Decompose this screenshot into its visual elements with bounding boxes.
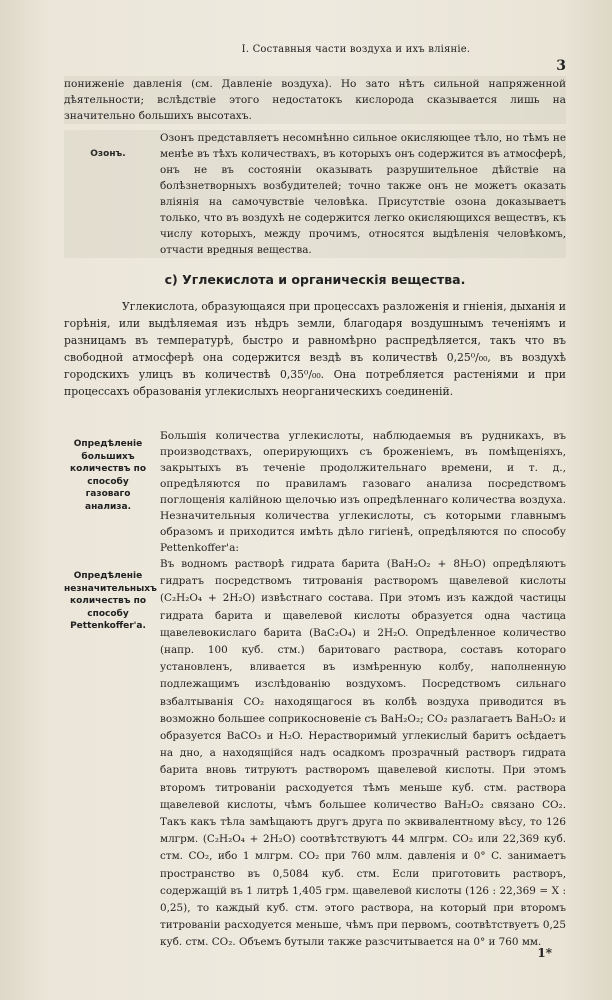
running-title: I. Составныя части воздуха и ихъ вліяніе. — [241, 44, 471, 55]
small-amounts-paragraph — [64, 556, 566, 952]
section-title: c) Углекислота и органическія вещества. — [164, 272, 466, 287]
page-number: 3 — [556, 58, 566, 74]
co2-text: Углекислота, образующаяся при процессахъ разложенія и гніенія, дыханія и горѣнія, или выдѣляемая изъ нѣдръ земли, благодаря воздушнымъ теченіямъ и разницамъ въ температурѣ, быстро и равномѣрно распредѣляется, такъ что въ свободной атмосферѣ она содержится вездѣ въ количествѣ 0,25⁰/₀₀, въ воздухѣ городскихъ улицъ въ количествѣ 0,35⁰/₀₀. Она потребляется растеніями и при процессахъ образованія углекислыхъ неорганическихъ соединеній. — [64, 300, 566, 398]
co2-paragraph — [64, 298, 566, 400]
signature-mark: 1* — [537, 946, 552, 960]
top-paragraph — [64, 76, 566, 124]
large-amounts-margin-label: Опредѣленіе большихъ количествъ по способу газоваго анализа. — [69, 439, 147, 512]
large-amounts-text: Большія количества углекислоты, наблюдаемыя въ рудникахъ, въ производствахъ, оперирующихъ съ броженіемъ, въ помѣщеніяхъ, закрытыхъ въ теченіе продолжительнаго времени, и т. д., опредѣляются по правиламъ газоваго анализа посредствомъ поглощенія калійною щелочью изъ опредѣленнаго количества воздуха. Незначительныя количества углекислоты, съ которыми главнымъ образомъ и приходится имѣть дѣло гигіенѣ, опредѣляются по способу Pettenkoffer'a: — [160, 430, 566, 554]
top-paragraph-text: пониженіе давленія (см. Давленіе воздуха). Но зато нѣтъ сильной напряженной дѣятельности; вслѣдствіе этого недостатокъ кислорода сказывается лишь на значительно большихъ высотахъ. — [64, 78, 566, 122]
ozone-text: Озонъ представляетъ несомнѣнно сильное окисляющее тѣло, но тѣмъ не менѣе въ тѣхъ количествахъ, въ которыхъ онъ содержится въ атмосферѣ, онъ не въ состояніи оказывать разрушительное дѣйствіе на болѣзнетворныхъ возбудителей; точно также онъ не можетъ оказать вліянія на самочувствіе человѣка. Присутствіе озона доказываетъ только, что въ воздухѣ не содержится легко окисляющихся веществъ, къ числу которыхъ, между прочимъ, относятся выдѣленія человѣкомъ, отчасти вредныя вещества. — [160, 132, 566, 256]
large-amounts-paragraph — [64, 428, 566, 556]
small-amounts-margin-label: Опредѣленіе незначительныхъ количествъ по способу Pettenkoffer'a. — [64, 571, 157, 632]
small-amounts-text: Въ водномъ растворѣ гидрата барита (BaH₂O₂ + 8H₂O) опредѣляютъ гидратъ посредствомъ титрованія растворомъ щавелевой кислоты (C₂H₂O₄ + 2H₂O) извѣстнаго состава. При этомъ изъ каждой частицы гидрата барита и щавелевой кислоты образуется одна частица щавелевокислаго барита (BaC₂O₄) и 2H₂O. Опредѣленное количество (напр. 100 куб. стм.) баритоваго раствора, составъ котораго установленъ, вливается въ измѣренную колбу, наполненную подлежащимъ изслѣдованію воздухомъ. Посредствомъ сильнаго взбалтыванія CO₂ находящагося въ колбѣ воздуха приводится въ возможно большее соприкосновеніе съ BaH₂O₂; CO₂ разлагаетъ BaH₂O₂ и образуется BaCO₃ и H₂O. Нерастворимый углекислый баритъ осѣдаетъ на дно, а находящійся надъ осадкомъ прозрачный растворъ гидрата барита вновь титруютъ растворомъ щавелевой кислоты. При этомъ второмъ титрованіи расходуется тѣмъ меньше куб. стм. раствора щавелевой кислоты, чѣмъ большее количество BaH₂O₂ связано CO₂. Такъ какъ тѣла замѣщаютъ другъ друга по эквивалентному вѣсу, то 126 млгрм. (C₂H₂O₄ + 2H₂O) соотвѣтствуютъ 44 млгрм. CO₂ или 22,369 куб. стм. CO₂, ибо 1 млгрм. CO₂ при 760 млм. давленія и 0° C. занимаетъ пространство въ 0,5084 куб. стм. Если приготовить растворъ, содержащій въ 1 литрѣ 1,405 грм. щавелевой кислоты (126 : 22,369 = X : 0,25), то каждый куб. стм. этого раствора, на который при второмъ титрованіи расходуется меньше, чѣмъ при первомъ, соотвѣтствуетъ 0,25 куб. стм. CO₂. Объемъ бутыли также разсчитывается на 0° и 760 мм. — [160, 558, 566, 949]
ozone-margin-label: Озонъ. — [90, 149, 126, 159]
ozone-paragraph — [64, 130, 566, 258]
